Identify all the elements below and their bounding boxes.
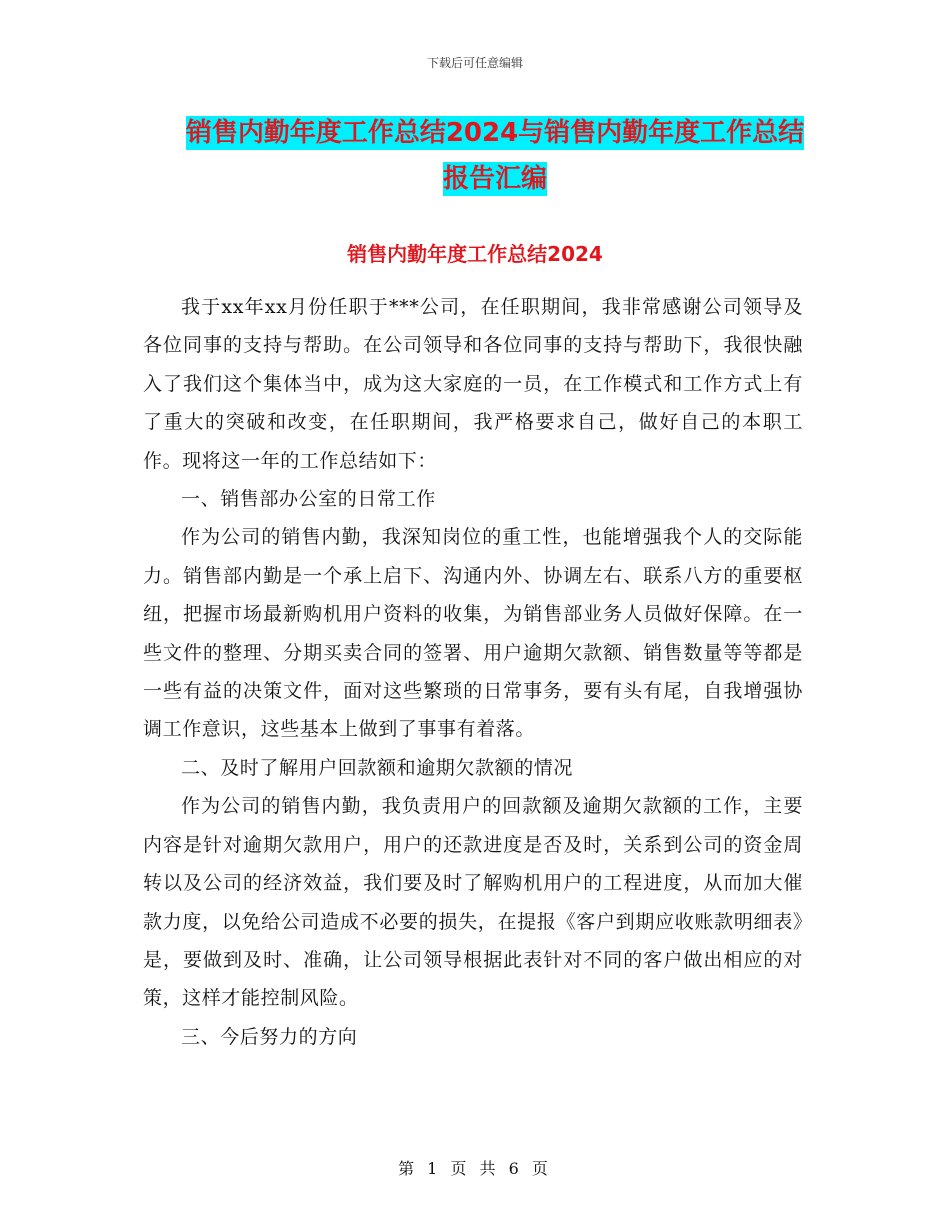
heading-payments: 二、及时了解用户回款额和逾期欠款额的情况 <box>181 756 574 779</box>
heading-daily-work: 一、销售部办公室的日常工作 <box>181 488 436 511</box>
section-title: 销售内勤年度工作总结2024 <box>347 242 603 266</box>
document-title-line1: 销售内勤年度工作总结2024与销售内勤年度工作总结 <box>185 118 805 148</box>
paragraph-payments: 作为公司的销售内勤，我负责用户的回款额及逾期欠款额的工作，主要内容是针对逾期欠款用户，用户的还款进度是否及时，关系到公司的资金周转以及公司的经济效益，我们要及时了解购机用户的工程进度，从而加大催款力度，以免给公司造成不必要的损失，在提报《客户到期应收账款明细表》是，要做到及时、准确，让公司领导根据此表针对不同的客户做出相应的对策，这样才能控制风险。 <box>143 795 803 1010</box>
paragraph-daily-work: 作为公司的销售内勤，我深知岗位的重工性，也能增强我个人的交际能力。销售部内勤是一个承上启下、沟通内外、协调左右、联系八方的重要枢纽，把握市场最新购机用户资料的收集，为销售部业务人员做好保障。在一些文件的整理、分期买卖合同的签署、用户逾期欠款额、销售数量等等都是一些有益的决策文件，面对这些繁琐的日常事务，要有头有尾，自我增强协调工作意识，这些基本上做到了事事有着落。 <box>143 526 803 741</box>
document-title <box>140 110 850 202</box>
paragraph-intro: 我于xx年xx月份任职于***公司，在任职期间，我非常感谢公司领导及各位同事的支持与帮助。在公司领导和各位同事的支持与帮助下，我很快融入了我们这个集体当中，成为这大家庭的一员，在工作模式和工作方式上有了重大的突破和改变，在任职期间，我严格要求自己，做好自己的本职工作。现将这一年的工作总结如下： <box>143 296 803 472</box>
page-header-note: 下载后可任意编辑 <box>426 56 523 70</box>
heading-future-direction: 三、今后努力的方向 <box>181 1025 358 1048</box>
document-title-line2: 报告汇编 <box>442 164 547 194</box>
document-body <box>143 288 803 1056</box>
page-number: 第 1 页 共 6 页 <box>398 1159 552 1178</box>
